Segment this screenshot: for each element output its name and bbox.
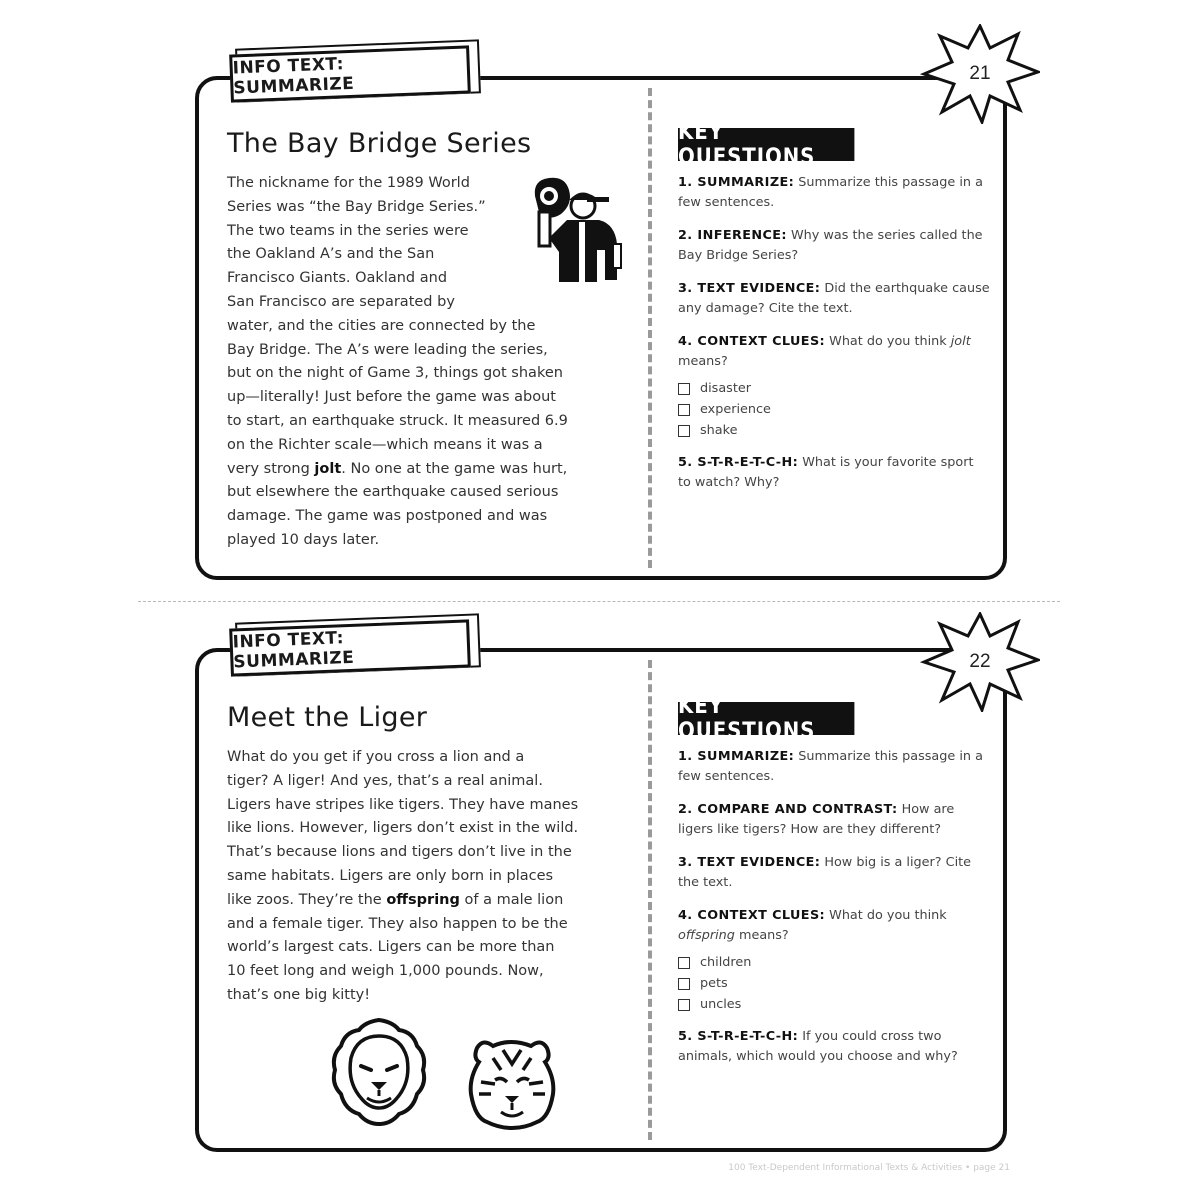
section-tab xyxy=(230,622,478,678)
question-vocab: offspring xyxy=(678,928,735,943)
vocab-word: offspring xyxy=(386,891,460,908)
option-label: disaster xyxy=(700,380,752,396)
option-pets[interactable] xyxy=(678,973,990,994)
lion-icon xyxy=(329,1016,429,1126)
passage-line: 10 feet long and weigh 1,000 pounds. Now, xyxy=(227,963,544,980)
key-questions-badge: KEY QUESTIONS xyxy=(678,128,854,161)
question-label: 4. CONTEXT CLUES: xyxy=(678,908,826,923)
passage-line: water, and the cities are connected by the xyxy=(227,317,536,334)
passage-line: The nickname for the 1989 World xyxy=(227,175,470,191)
passage-line: What do you get if you cross a lion and a xyxy=(227,749,525,765)
question-text: means? xyxy=(734,928,789,943)
passage-line-vocab xyxy=(227,889,627,913)
question-text: What is your favorite sport to watch? Why? xyxy=(678,455,974,490)
question-text: How are ligers like tigers? How are they different? xyxy=(678,802,955,837)
passage-line: but on the night of Game 3, things got shaken xyxy=(227,365,563,382)
question-item xyxy=(678,279,990,319)
tab-label: INFO TEXT: SUMMARIZE xyxy=(229,619,471,676)
checkbox[interactable] xyxy=(678,383,690,395)
question-label: 5. S-T-R-E-T-C-H: xyxy=(678,1029,799,1044)
baseball-player-icon xyxy=(527,176,627,286)
passage-line: to start, an earthquake struck. It measured 6.9 xyxy=(227,412,568,429)
question-label: 3. TEXT EVIDENCE: xyxy=(678,281,821,296)
question-item xyxy=(678,226,990,266)
tiger-icon xyxy=(463,1032,561,1130)
options-list xyxy=(678,952,990,1015)
page-footer: 100 Text-Dependent Informational Texts & Activities • page 21 xyxy=(728,1163,1010,1173)
passage-line: Francisco Giants. Oakland and xyxy=(227,270,448,287)
page-number: 22 xyxy=(969,651,991,672)
question-label: 1. SUMMARIZE: xyxy=(678,175,795,190)
passage-line: up—literally! Just before the game was about xyxy=(227,389,556,406)
question-item xyxy=(678,332,990,372)
option-label: experience xyxy=(700,401,771,417)
page-number-burst xyxy=(920,24,1040,124)
options-list xyxy=(678,378,990,441)
checkbox[interactable] xyxy=(678,957,690,969)
option-label: uncles xyxy=(700,996,742,1012)
passage-line: same habitats. Ligers are only born in places xyxy=(227,867,554,884)
question-item xyxy=(678,853,990,893)
checkbox[interactable] xyxy=(678,425,690,437)
question-item xyxy=(678,453,990,493)
column-divider xyxy=(648,88,652,568)
question-vocab: jolt xyxy=(950,334,971,349)
question-item xyxy=(678,747,990,787)
passage-line: and a female tiger. They also happen to be the xyxy=(227,915,568,932)
questions-list xyxy=(678,747,990,1080)
passage-line-vocab xyxy=(227,458,627,482)
question-item xyxy=(678,906,990,946)
option-children[interactable] xyxy=(678,952,990,973)
cut-line xyxy=(138,601,1060,602)
passage-text xyxy=(227,746,627,1008)
question-item xyxy=(678,800,990,840)
section-tab xyxy=(230,48,478,104)
question-item xyxy=(678,173,990,213)
passage-line: San Francisco are separated by xyxy=(227,293,455,310)
question-text: means? xyxy=(678,354,728,369)
question-text: How big is a liger? Cite the text. xyxy=(678,855,972,890)
question-label: 4. CONTEXT CLUES: xyxy=(678,334,826,349)
passage-line: The two teams in the series were xyxy=(227,222,469,239)
tab-label: INFO TEXT: SUMMARIZE xyxy=(229,45,471,102)
question-text: Summarize this passage in a few sentences. xyxy=(678,175,983,210)
checkbox[interactable] xyxy=(678,404,690,416)
question-text: What do you think xyxy=(829,908,947,923)
passage-fragment: like zoos. They’re the xyxy=(227,891,387,908)
passage-title: The Bay Bridge Series xyxy=(227,128,532,159)
question-label: 2. COMPARE AND CONTRAST: xyxy=(678,802,898,817)
card-bay-bridge xyxy=(195,76,1007,580)
questions-list xyxy=(678,173,990,506)
passage-fragment: of a male lion xyxy=(459,891,564,908)
question-item xyxy=(678,1027,990,1067)
passage-line: that’s one big kitty! xyxy=(227,986,371,1003)
passage-fragment: very strong xyxy=(227,460,315,477)
passage-line: on the Richter scale—which means it was a xyxy=(227,436,543,453)
question-text: Did the earthquake cause any damage? Cite the text. xyxy=(678,281,990,316)
card-liger xyxy=(195,648,1007,1152)
passage-line: played 10 days later. xyxy=(227,531,380,548)
passage-line: Bay Bridge. The A’s were leading the series, xyxy=(227,341,548,358)
option-label: pets xyxy=(700,975,728,991)
question-text: If you could cross two animals, which would you choose and why? xyxy=(678,1029,958,1064)
passage-line: That’s because lions and tigers don’t live in the xyxy=(227,844,572,861)
passage-line: tiger? A liger! And yes, that’s a real animal. xyxy=(227,772,543,789)
option-shake[interactable] xyxy=(678,420,990,441)
key-questions-badge: KEY QUESTIONS xyxy=(678,702,854,735)
passage-line: Ligers have stripes like tigers. They have manes xyxy=(227,796,579,813)
option-uncles[interactable] xyxy=(678,994,990,1015)
passage-line: damage. The game was postponed and was xyxy=(227,508,548,525)
question-label: 5. S-T-R-E-T-C-H: xyxy=(678,455,799,470)
passage-line: but elsewhere the earthquake caused serious xyxy=(227,484,559,501)
checkbox[interactable] xyxy=(678,999,690,1011)
option-label: children xyxy=(700,954,752,970)
question-text: What do you think xyxy=(829,334,951,349)
page-number: 21 xyxy=(969,63,991,84)
page-number-burst xyxy=(920,612,1040,712)
question-text: Summarize this passage in a few sentences. xyxy=(678,749,983,784)
question-label: 2. INFERENCE: xyxy=(678,228,787,243)
question-label: 3. TEXT EVIDENCE: xyxy=(678,855,821,870)
question-label: 1. SUMMARIZE: xyxy=(678,749,795,764)
passage-line: world’s largest cats. Ligers can be more than xyxy=(227,939,555,956)
checkbox[interactable] xyxy=(678,978,690,990)
passage-fragment: . No one at the game was hurt, xyxy=(341,460,568,477)
question-text: Why was the series called the Bay Bridge Series? xyxy=(678,228,983,263)
passage-line: like lions. However, ligers don’t exist in the wild. xyxy=(227,820,579,837)
column-divider xyxy=(648,660,652,1140)
option-disaster[interactable] xyxy=(678,378,990,399)
passage-title: Meet the Liger xyxy=(227,702,428,733)
vocab-word: jolt xyxy=(314,460,342,477)
option-label: shake xyxy=(700,422,738,438)
passage-line: Series was “the Bay Bridge Series.” xyxy=(227,198,486,215)
passage-line: the Oakland A’s and the San xyxy=(227,246,435,263)
option-experience[interactable] xyxy=(678,399,990,420)
